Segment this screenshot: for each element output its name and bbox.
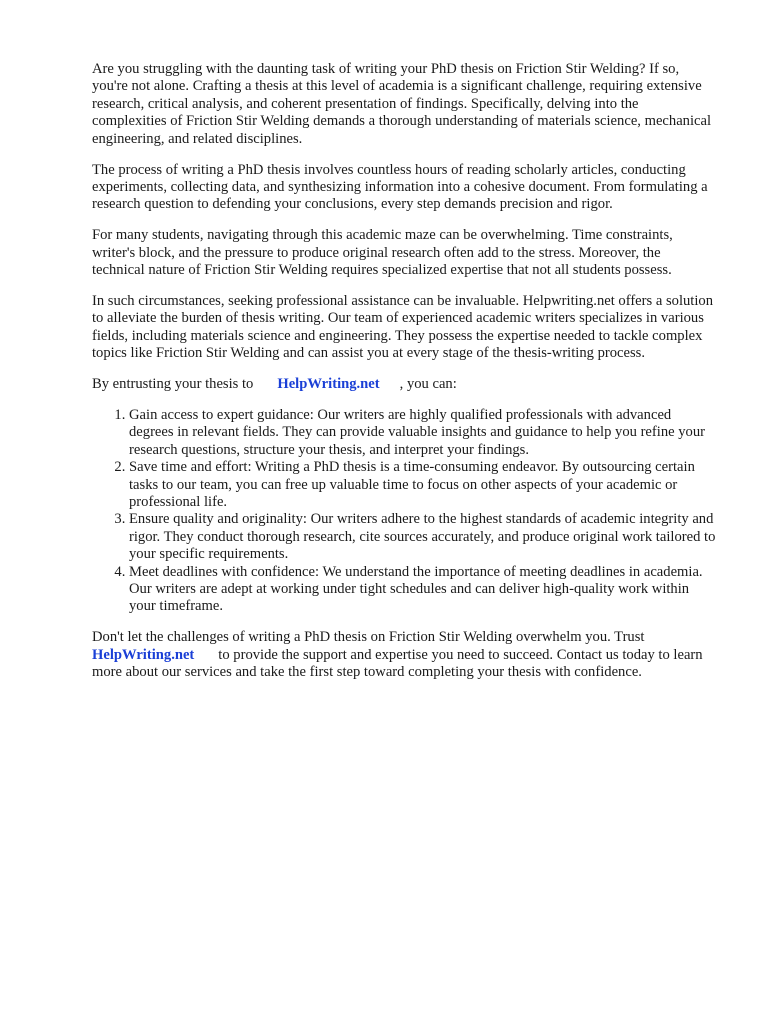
closing-text-before: Don't let the challenges of writing a PhD thesis on Friction Stir Welding overwhelm you. Trust [92,629,645,646]
list-item: 1. Gain access to expert guidance: Our writers are highly qualified professionals with advanced degrees in relevant fields. They can provide valuable insights and guidance to help you refine your research questions, structure your thesis, and interpret your findings. [129,407,716,459]
benefits-list [92,407,716,616]
list-item: 4. Meet deadlines with confidence: We understand the importance of meeting deadlines in academia. Our writers are adept at working under tight schedules and can deliver high-quality work within your timeframe. [129,564,716,616]
list-item: 3. Ensure quality and originality: Our writers adhere to the highest standards of academic integrity and rigor. They conduct thorough research, cite sources accurately, and produce original work tailored to your specific requirements. [129,511,716,563]
paragraph-process: The process of writing a PhD thesis involves countless hours of reading scholarly articles, conducting experiments, collecting data, and synthesizing information into a cohesive document. From formulating a research question to defending your conclusions, every step demands precision and rigor. [92,161,708,213]
closing-text-after: to provide the support and expertise you need to succeed. Contact us today to learn more about our services and take the first step toward completing your thesis with confidence. [92,646,703,681]
entrusting-text-after: , you can: [399,376,457,393]
entrusting-text-before: By entrusting your thesis to [92,376,254,393]
paragraph-entrusting [92,376,716,393]
list-item: 2. Save time and effort: Writing a PhD thesis is a time-consuming endeavor. By outsourcing certain tasks to our team, you can free up valuable time to focus on other aspects of your academic or professional life. [129,459,716,511]
helpwriting-link[interactable]: HelpWriting.net [277,376,380,393]
paragraph-closing [92,629,716,681]
paragraph-intro: Are you struggling with the daunting task of writing your PhD thesis on Friction Stir Welding? If so, you're not alone. Crafting a thesis at this level of academia is a significant challenge, requiring extensive research, critical analysis, and coherent presentation of findings. Specifically, delving into the complexities of Friction Stir Welding demands a thorough understanding of materials science, mechanical engineering, and related disciplines. [92,61,712,147]
paragraph-challenges: For many students, navigating through this academic maze can be overwhelming. Time constraints, writer's block, and the pressure to produce original research often add to the stress. Moreover, the technical nature of Friction Stir Welding requires specialized expertise that not all students possess. [92,227,673,279]
helpwriting-link-closing[interactable]: HelpWriting.net [92,646,195,663]
paragraph-assistance: In such circumstances, seeking professional assistance can be invaluable. Helpwriting.net offers a solution to alleviate the burden of thesis writing. Our team of experienced academic writers specializes in various fields, including materials science and engineering. They possess the expertise needed to tackle complex topics like Friction Stir Welding and can assist you at every stage of the thesis-writing process. [92,292,713,362]
